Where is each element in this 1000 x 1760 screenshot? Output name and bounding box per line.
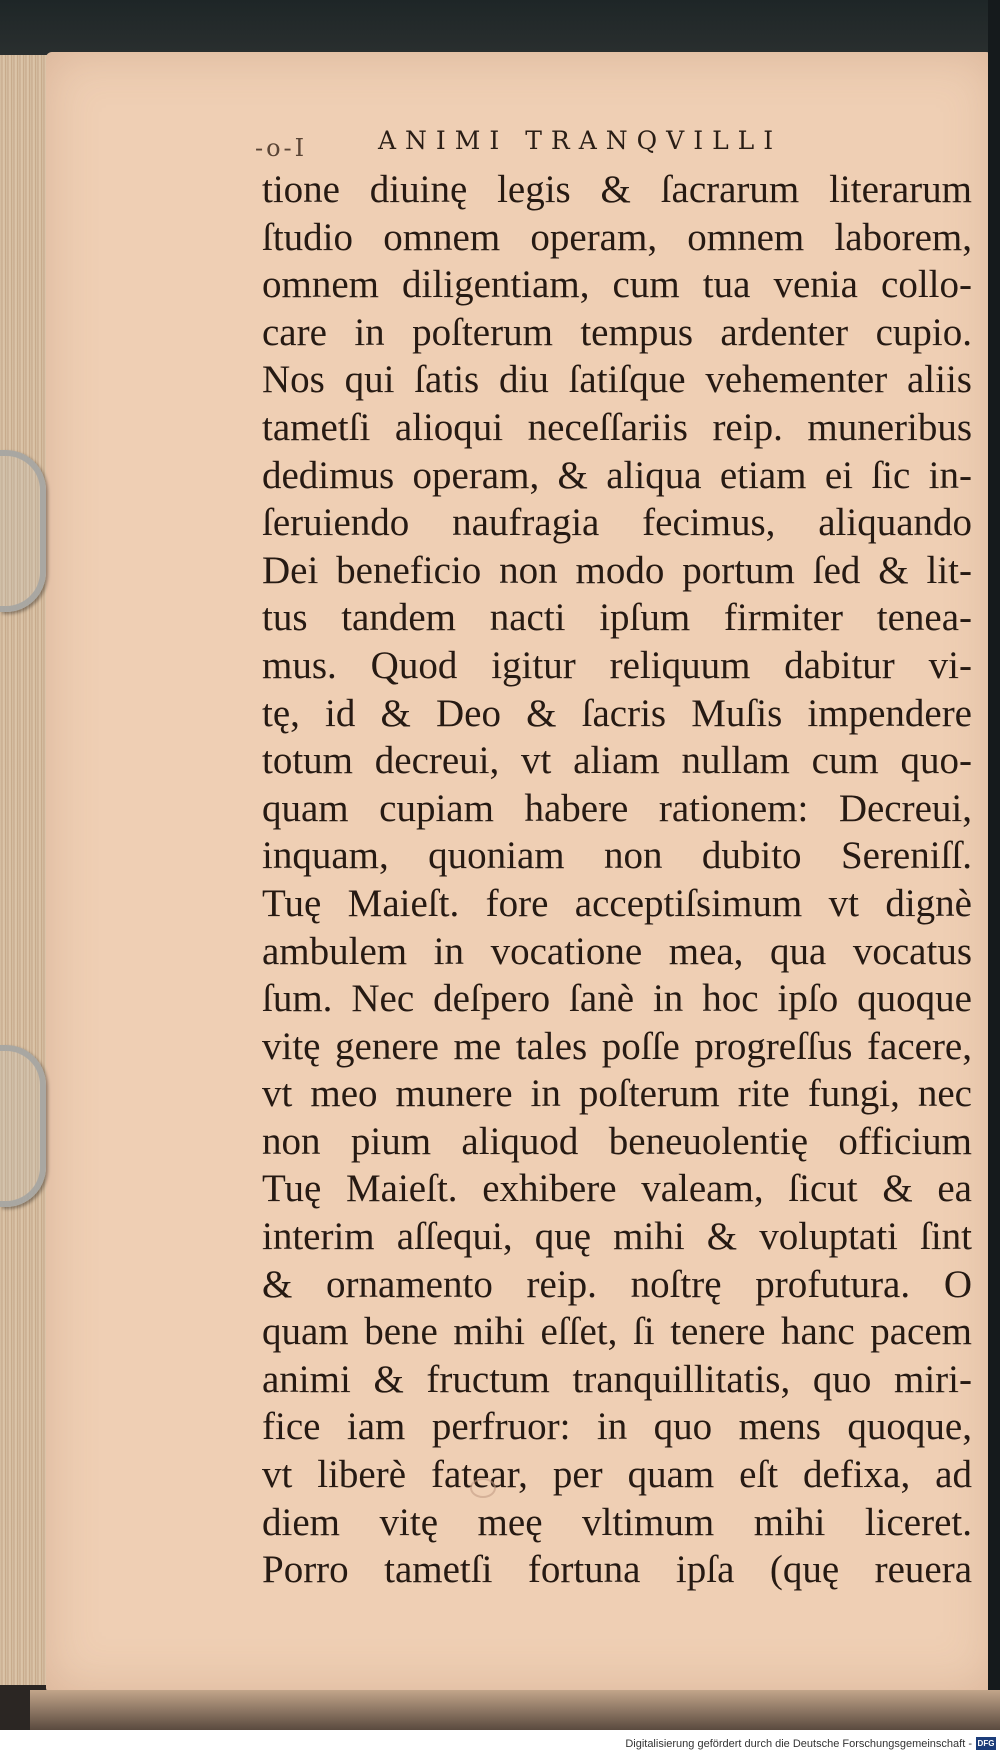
- text-line: Tuę Maieſt. fore acceptiſsimum vt dignè: [262, 881, 972, 925]
- page-stack-edge: [0, 55, 50, 1685]
- right-dark-edge: [988, 0, 1000, 1700]
- text-line: totum decreui, vt aliam nullam cum quo-: [262, 739, 972, 783]
- text-line: non pium aliquod beneuolentię officium: [262, 1119, 972, 1163]
- text-line: tametſi alioqui neceſſariis reip. muneribus: [262, 405, 972, 449]
- text-line: & ornamento reip. noſtrę profutura. O: [262, 1262, 972, 1306]
- text-line: Tuę Maieſt. exhibere valeam, ſicut & ea: [262, 1167, 972, 1211]
- text-line: Dei beneficio non modo portum ſed & lit-: [262, 548, 972, 592]
- text-line: ſum. Nec deſpero ſanè in hoc ipſo quoque: [262, 977, 972, 1021]
- text-line: vt liberè fatear, per quam eſt defixa, ad: [262, 1453, 972, 1497]
- running-head: ANIMI TRANQVILLI: [378, 126, 783, 155]
- text-line: omnem diligentiam, cum tua venia collo-: [262, 263, 972, 307]
- text-line: diem vitę meę vltimum mihi liceret.: [262, 1500, 972, 1544]
- text-line: ambulem in vocatione mea, qua vocatus: [262, 929, 972, 973]
- text-line: ſeruiendo naufragia fecimus, aliquando: [262, 501, 972, 545]
- body-text: [262, 166, 972, 1594]
- text-line: dedimus operam, & aliqua etiam ei ſic in-: [262, 453, 972, 497]
- text-line: inquam, quoniam non dubito Sereniſſ.: [262, 834, 972, 878]
- text-line: mus. Quod igitur reliquum dabitur vi-: [262, 643, 972, 687]
- text-line: quam bene mihi eſſet, ſi tenere hanc pacem: [262, 1310, 972, 1354]
- text-line: tus tandem nacti ipſum firmiter tenea-: [262, 596, 972, 640]
- text-line: animi & fructum tranquillitatis, quo miri-: [262, 1357, 972, 1401]
- bottom-page-edge: [30, 1690, 1000, 1730]
- text-line: fice iam perfruor: in quo mens quoque,: [262, 1405, 972, 1449]
- text-line: ſtudio omnem operam, omnem laborem,: [262, 215, 972, 259]
- text-line: care in poſterum tempus ardenter cupio.: [262, 310, 972, 354]
- text-line: tione diuinę legis & ſacrarum literarum: [262, 168, 972, 211]
- dfg-logo-badge: DFG: [977, 1739, 995, 1748]
- text-line: quam cupiam habere rationem: Decreui,: [262, 786, 972, 830]
- text-line: Nos qui ſatis diu ſatiſque vehementer aliis: [262, 358, 972, 402]
- head-mark: -o-I: [255, 134, 308, 162]
- footer-credit: Digitalisierung gefördert durch die Deutsche Forschungsgemeinschaft -: [625, 1738, 972, 1750]
- text-line: Porro tametſi fortuna ipſa (quę reuera: [262, 1548, 972, 1592]
- text-line: vitę genere me tales poſſe progreſſus facere,: [262, 1024, 972, 1068]
- text-line: tę, id & Deo & ſacris Muſis impendere: [262, 691, 972, 735]
- ink-blot-mark: [470, 1478, 496, 1498]
- text-line: interim aſſequi, quę mihi & voluptati ſint: [262, 1215, 972, 1259]
- text-line: vt meo munere in poſterum rite fungi, nec: [262, 1072, 972, 1116]
- paper-clip-icon: [0, 1045, 46, 1207]
- paper-clip-icon: [0, 450, 46, 612]
